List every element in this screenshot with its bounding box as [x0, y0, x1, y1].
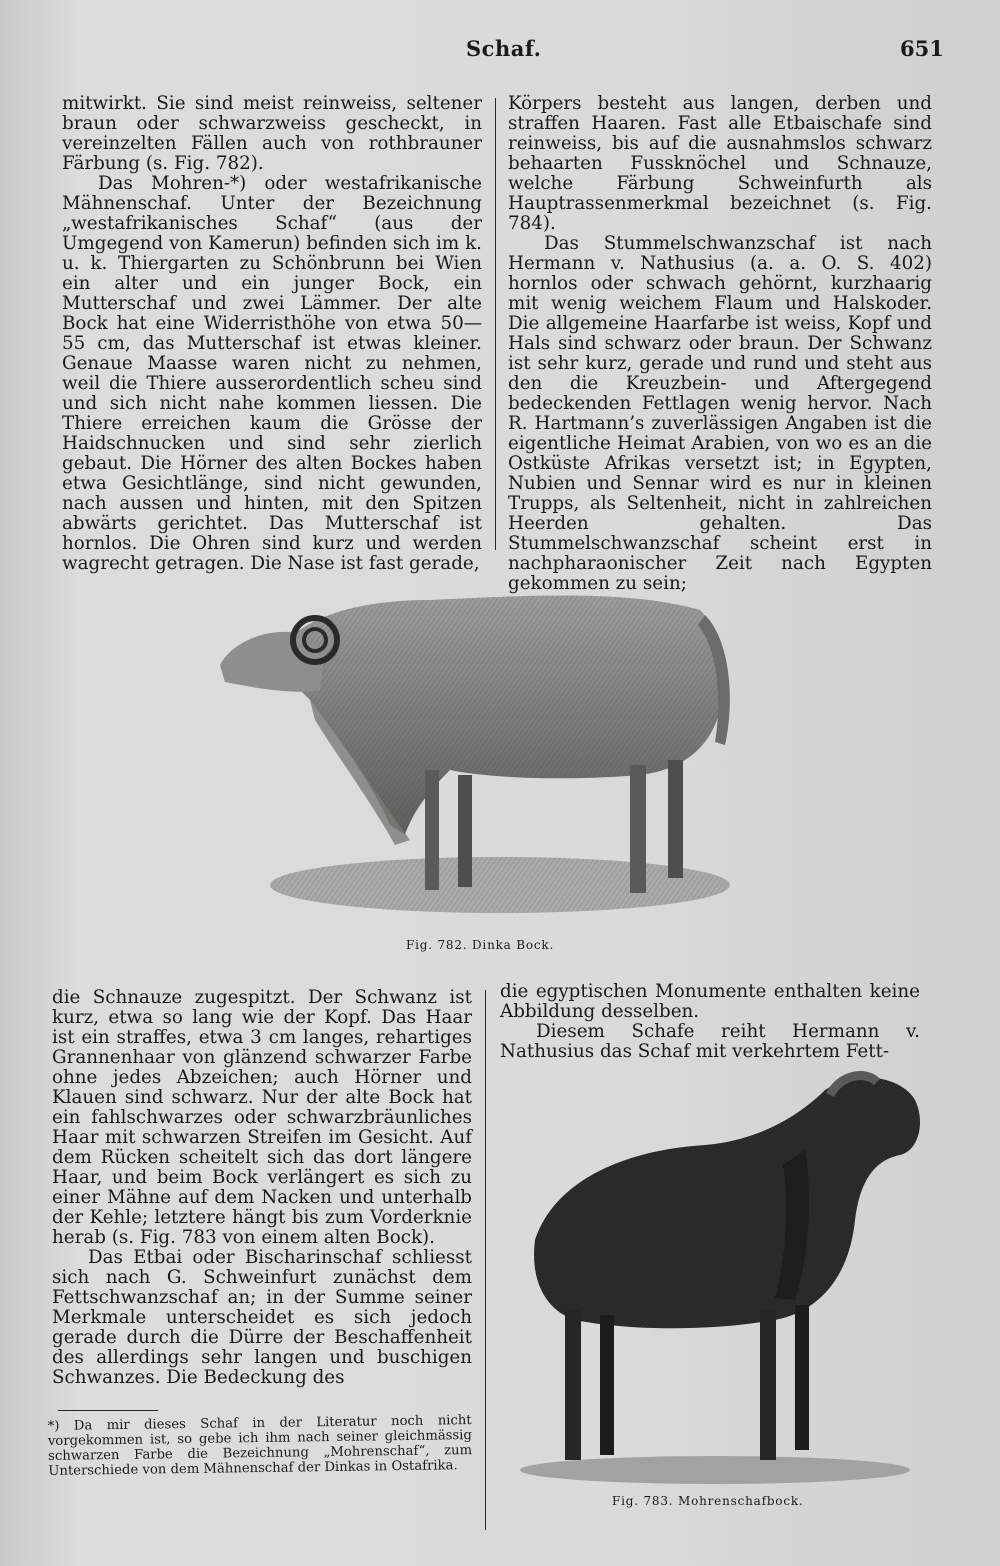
- figure-mohrenschafbock: [505, 1070, 940, 1490]
- footnote: *) Da mir dieses Schaf in der Literatur noch nicht vorgekommen ist, so gebe ich ihm nach seiner gleichmässig schwarzen Farbe die Bezeichnung „Mohrenschaf“, zum Unterschiede von dem Mähnenschaf der Dinkas in Ostafrika.: [47, 1413, 473, 1479]
- ram-leg: [795, 1305, 809, 1450]
- paragraph: Diesem Schafe reiht Hermann v. Nathusius das Schaf mit verkehrtem Fett-: [500, 1021, 920, 1062]
- ram-leg: [425, 770, 439, 890]
- ram-leg: [668, 760, 683, 878]
- running-title: Schaf.: [466, 36, 542, 61]
- paragraph: die egyptischen Monumente enthalten keine Abbildung desselben.: [500, 981, 920, 1022]
- footnote-rule: [58, 1410, 158, 1411]
- ram-leg: [600, 1315, 614, 1455]
- paragraph: Das Etbai oder Bischarinschaf schliesst sich nach G. Schweinfurt zunächst dem Fettschwanzschaf an; in der Summe seiner Merkmale unterscheidet es sich jedoch gerade durch die Dürre der Beschaffenheit des allerdings sehr langen und buschigen Schwanzes. Die Bedeckung des: [52, 1247, 472, 1388]
- ram-leg: [760, 1310, 776, 1460]
- text-column-bottom-left: [52, 988, 472, 1388]
- ground-shadow: [520, 1456, 910, 1484]
- figure-caption-782: Fig. 782. Dinka Bock.: [406, 938, 555, 952]
- page-number: 651: [900, 36, 944, 61]
- paragraph: mitwirkt. Sie sind meist reinweiss, seltener braun oder schwarzweiss gescheckt, in vereinzelten Fällen auch von rothbrauner Färbung (s. Fig. 782).: [62, 93, 482, 174]
- ram-leg: [458, 775, 472, 887]
- paragraph: die Schnauze zugespitzt. Der Schwanz ist kurz, etwa so lang wie der Kopf. Das Haar ist ein straffes, etwa 3 cm langes, rehartiges Grannenhaar von glänzend schwarzer Farbe ohne jedes Abzeichen; auch Hörner und Klauen sind schwarz. Nur der alte Bock hat ein fahlschwarzes oder schwarzbräunliches Haar mit schwarzen Streifen im Gesicht. Auf dem Rücken scheitelt sich das dort längere Haar, und beim Bock verlängert es sich zu einer Mähne auf dem Nacken und unterhalb der Kehle; letztere hängt bis zum Vorderknie herab (s. Fig. 783 von einem alten Bock).: [52, 987, 472, 1248]
- paragraph: Das Mohren-*) oder westafrikanische Mähnenschaf. Unter der Bezeichnung „westafrikanisches Schaf“ (aus der Umgegend von Kamerun) befinden sich im k. u. k. Thiergarten zu Schönbrunn bei Wien ein alter und ein junger Bock, ein Mutterschaf und zwei Lämmer. Der alte Bock hat eine Widerristhöhe von etwa 50—55 cm, das Mutterschaf ist etwas kleiner. Genaue Maasse waren nicht zu nehmen, weil die Thiere ausserordentlich scheu sind und sich nicht nahe kommen liessen. Die Thiere erreichen kaum die Grösse der Haidschnucken und sind sehr zierlich gebaut. Die Hörner des alten Bockes haben etwa Gesichtlänge, sind nicht gewunden, nach aussen und hinten, mit den Spitzen abwärts gerichtet. Das Mutterschaf ist hornlos. Die Ohren sind kurz und werden wagrecht getragen. Die Nase ist fast gerade,: [62, 173, 482, 574]
- text-column-top-left: [62, 94, 482, 574]
- ram-leg: [565, 1310, 581, 1460]
- ram-leg: [630, 765, 646, 893]
- figure-caption-783: Fig. 783. Mohrenschafbock.: [612, 1494, 804, 1508]
- paragraph: Körpers besteht aus langen, derben und straffen Haaren. Fast alle Etbaischafe sind reinweiss, bis auf die ausnahmslos schwarz behaarten Fussknöchel und Schnauze, welche Färbung Schweinfurth als Hauptrassenmerkmal bezeichnet (s. Fig. 784).: [508, 93, 932, 234]
- column-divider-top: [495, 98, 496, 550]
- column-divider-bottom: [485, 990, 486, 1530]
- paragraph: Das Stummelschwanzschaf ist nach Hermann v. Nathusius (a. a. O. S. 402) hornlos oder schwach gehörnt, kurzhaarig mit wenig weichem Flaum und Halskoder. Die allgemeine Haarfarbe ist weiss, Kopf und Hals sind schwarz oder braun. Der Schwanz ist sehr kurz, gerade und rund und steht aus den die Kreuzbein- und Aftergegend bedeckenden Fettlagen wenig hervor. Nach R. Hartmann’s zuverlässigen Angaben ist die eigentliche Heimat Arabien, von wo es an die Ostküste Afrikas versetzt ist; in Egypten, Nubien und Sennar wird es nur in kleinen Trupps, als Seltenheit, nicht in zahlreichen Heerden gehalten. Das Stummelschwanzschaf scheint erst in nachpharaonischer Zeit nach Egypten gekommen zu sein;: [508, 233, 932, 594]
- text-column-bottom-right: [500, 982, 920, 1062]
- figure-dinka-bock: [200, 570, 760, 930]
- text-column-top-right: [508, 94, 932, 594]
